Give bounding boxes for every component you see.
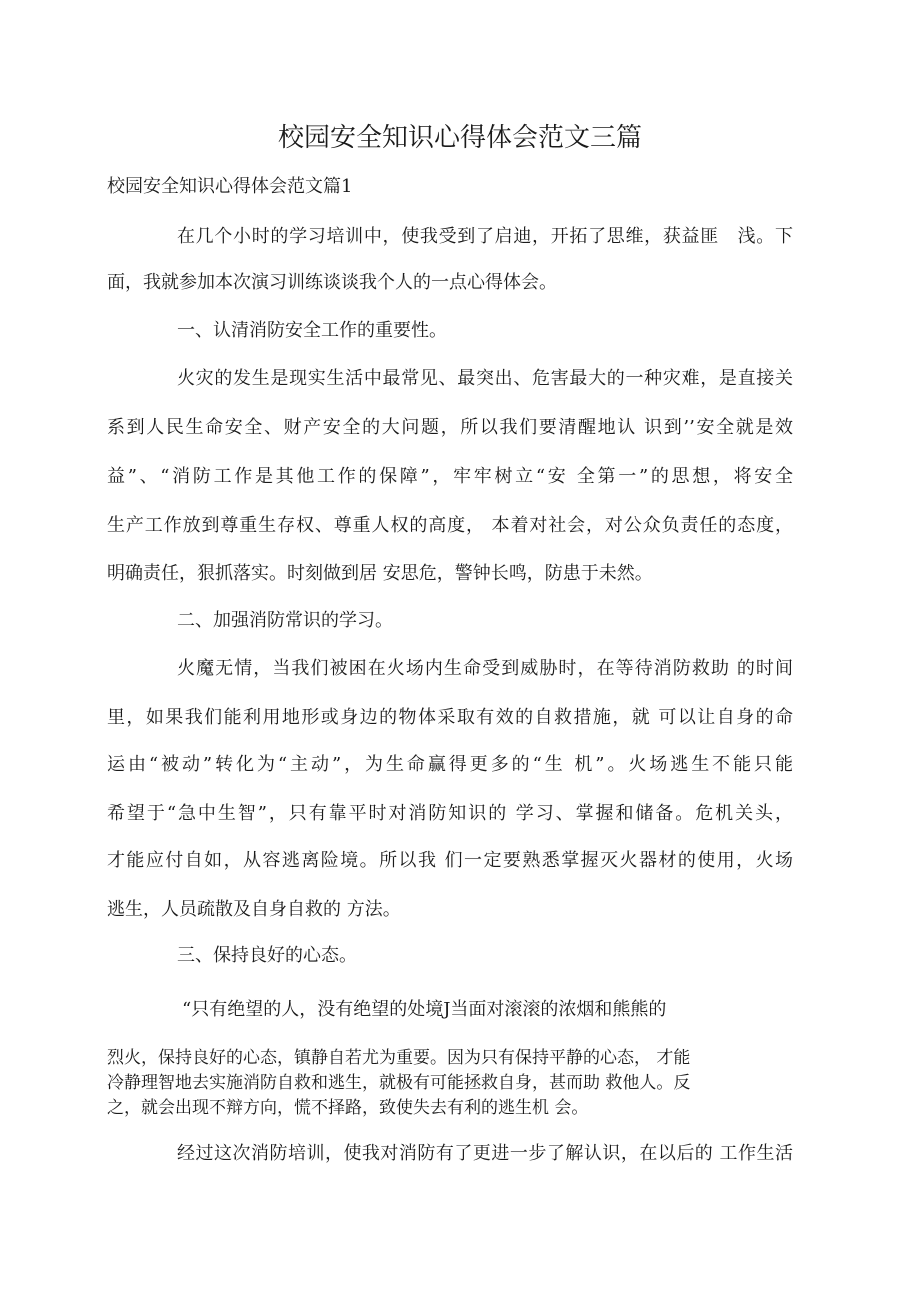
paragraph-line: 之，就会出现不辩方向，慌不择路，致使失去有利的逃生机 会。: [107, 1098, 589, 1118]
paragraph-line: 希望于“急中生智”，只有靠平时对消防知识的 学习、掌握和储备。危机关头，: [107, 803, 793, 824]
paragraph-line: 才能应付自如，从容逃离险境。所以我 们一定要熟悉掌握灭火器材的使用，火场: [107, 850, 793, 871]
section-heading: 二、加强消防常识的学习。: [177, 610, 393, 631]
section-heading: 三、保持良好的心态。: [177, 945, 357, 966]
paragraph-line: 益”、“消防工作是其他工作的保障”，牢牢树立“安 全第一”的思想，将安全: [107, 466, 793, 487]
paragraph-line: 火魔无情，当我们被困在火场内生命受到威胁时，在等待消防救助 的时间: [177, 658, 793, 679]
section-heading: 一、认清消防安全工作的重要性。: [177, 320, 447, 341]
paragraph-line: “只有绝望的人，没有绝望的处境J当面对滚滚的浓烟和熊熊的: [182, 999, 667, 1020]
paragraph-line: 火灾的发生是现实生活中最常见、最突出、危害最大的一种灾难，是直接关: [177, 368, 793, 389]
paragraph-line: 系到人民生命安全、财产安全的大问题，所以我们要清醒地认 识到’’安全就是效: [107, 417, 793, 438]
section-subtitle: 校园安全知识心得体会范文篇1: [107, 176, 353, 197]
paragraph-line: 在几个小时的学习培训中，使我受到了启迪，开拓了思维，获益匪 浅。下: [177, 226, 793, 247]
paragraph-line: 逃生，人员疏散及自身自救的 方法。: [107, 899, 401, 920]
paragraph-line: 明确责任，狠抓落实。时刻做到居 安思危，警钟长鸣，防患于未然。: [107, 563, 653, 584]
paragraph-line: 冷静理智地去实施消防自救和逃生，就极有可能拯救自身，甚而助 救他人。反: [107, 1073, 691, 1093]
paragraph-line: 里，如果我们能利用地形或身边的物体采取有效的自救措施，就 可以让自身的命: [107, 707, 793, 728]
paragraph-line: 生产工作放到尊重生存权、尊重人权的高度， 本着对社会，对公众负责任的态度，: [107, 515, 793, 536]
paragraph-line: 经过这次消防培训，使我对消防有了更进一步了解认识，在以后的 工作生活: [177, 1143, 793, 1164]
paragraph-line: 面，我就参加本次演习训练谈谈我个人的一点心得体会。: [107, 272, 557, 293]
paragraph-line: 烈火，保持良好的心态，镇静自若尤为重要。因为只有保持平静的心态， 才能: [107, 1048, 691, 1068]
paragraph-line: 运由“被动”转化为“主动”，为生命赢得更多的“生 机”。火场逃生不能只能: [107, 754, 793, 775]
document-title: 校园安全知识心得体会范文三篇: [277, 123, 642, 153]
